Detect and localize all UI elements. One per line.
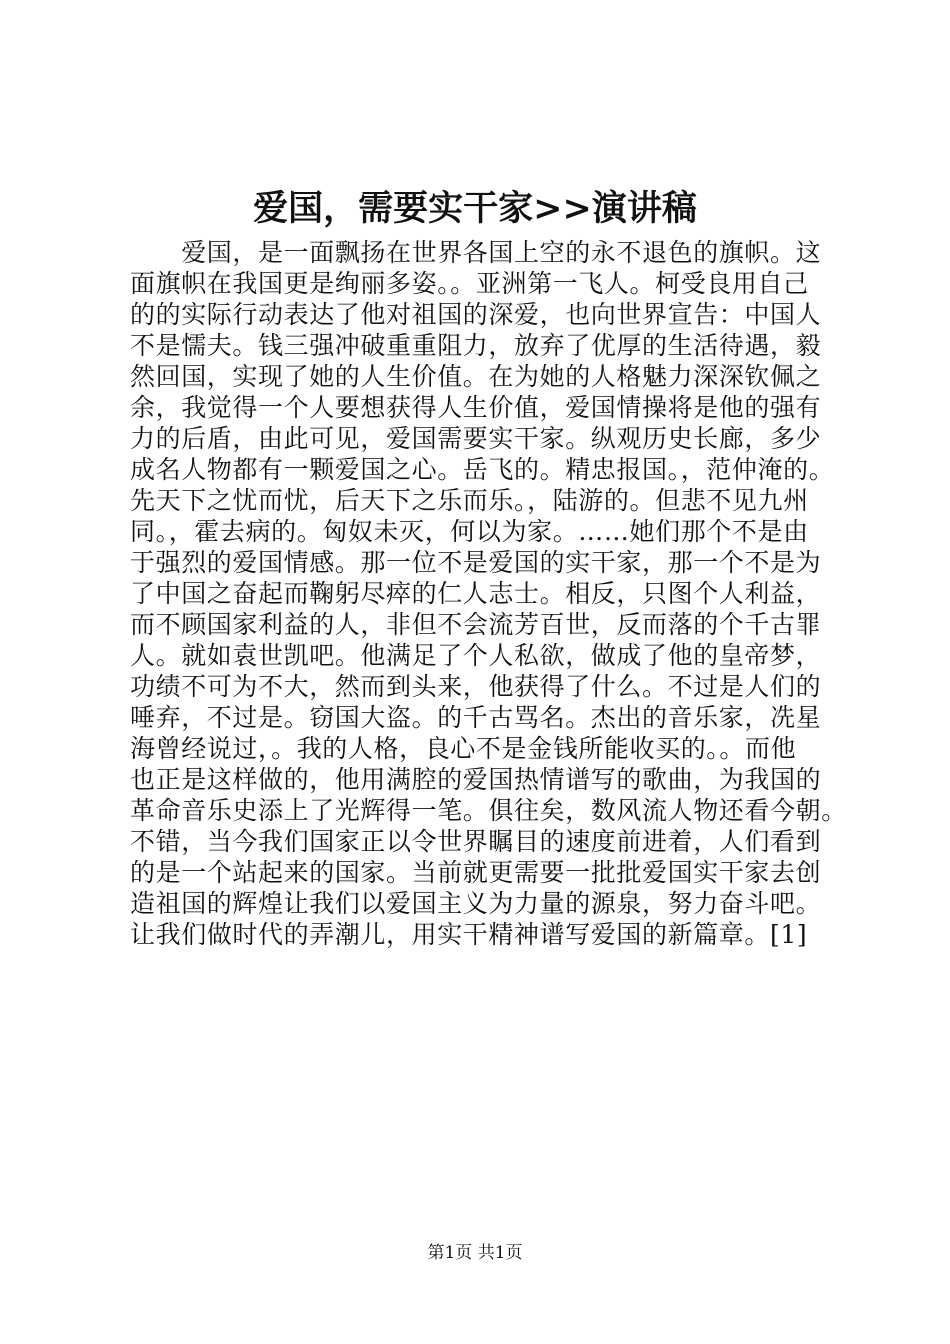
text-line: 不是懦夫。钱三强冲破重重阻力，放弃了优厚的生活待遇，毅 xyxy=(130,331,822,360)
text-line: 力的后盾，由此可见，爱国需要实干家。纵观历史长廊，多少 xyxy=(130,424,822,453)
text-line: 爱国，是一面飘扬在世界各国上空的永不退色的旗帜。这 xyxy=(130,238,822,267)
text-line: 成名人物都有一颗爱国之心。岳飞的。精忠报国。，范仲淹的。 xyxy=(130,455,835,484)
text-line: 唾弃，不过是。窃国大盗。的千古骂名。杰出的音乐家，冼星 xyxy=(130,703,822,732)
text-line: 了中国之奋起而鞠躬尽瘁的仁人志士。相反，只图个人利益， xyxy=(130,579,822,608)
text-line: 不错，当今我们国家正以令世界瞩目的速度前进着，人们看到 xyxy=(130,827,822,856)
document-title: 爱国，需要实干家>>演讲稿 xyxy=(253,188,697,229)
text-line: 于强烈的爱国情感。那一位不是爱国的实干家，那一个不是为 xyxy=(130,548,822,577)
text-line: 同。，霍去病的。匈奴未灭，何以为家。……她们那个不是由 xyxy=(130,517,809,546)
text-line: 造祖国的辉煌让我们以爱国主义为力量的源泉，努力奋斗吧。 xyxy=(130,889,822,918)
text-line: 面旗帜在我国更是绚丽多姿。。亚洲第一飞人。柯受良用自己 xyxy=(130,269,809,298)
text-line: 也正是这样做的，他用满腔的爱国热情谱写的歌曲，为我国的 xyxy=(130,765,822,794)
page-number-footer: 第1页 共1页 xyxy=(427,1243,523,1263)
text-line: 而不顾国家利益的人，非但不会流芳百世，反而落的个千古罪 xyxy=(130,610,822,639)
text-line: 人。就如袁世凯吧。他满足了个人私欲，做成了他的皇帝梦， xyxy=(130,641,822,670)
text-line: 让我们做时代的弄潮儿，用实干精神谱写爱国的新篇章。[1] xyxy=(130,920,808,949)
text-line: 功绩不可为不大，然而到头来，他获得了什么。不过是人们的 xyxy=(130,672,822,701)
text-line: 海曾经说过，。我的人格，良心不是金钱所能收买的。。而他 xyxy=(130,734,797,763)
text-line: 革命音乐史添上了光辉得一笔。俱往矣，数风流人物还看今朝。 xyxy=(130,796,847,825)
body-text xyxy=(130,237,860,950)
text-line: 余，我觉得一个人要想获得人生价值，爱国情操将是他的强有 xyxy=(130,393,822,422)
text-line: 的的实际行动表达了他对祖国的深爱，也向世界宣告：中国人 xyxy=(130,300,822,329)
text-line: 然回国，实现了她的人生价值。在为她的人格魅力深深钦佩之 xyxy=(130,362,822,391)
text-line: 的是一个站起来的国家。当前就更需要一批批爱国实干家去创 xyxy=(130,858,822,887)
text-line: 先天下之忧而忧，后天下之乐而乐。，陆游的。但悲不见九州 xyxy=(130,486,809,515)
